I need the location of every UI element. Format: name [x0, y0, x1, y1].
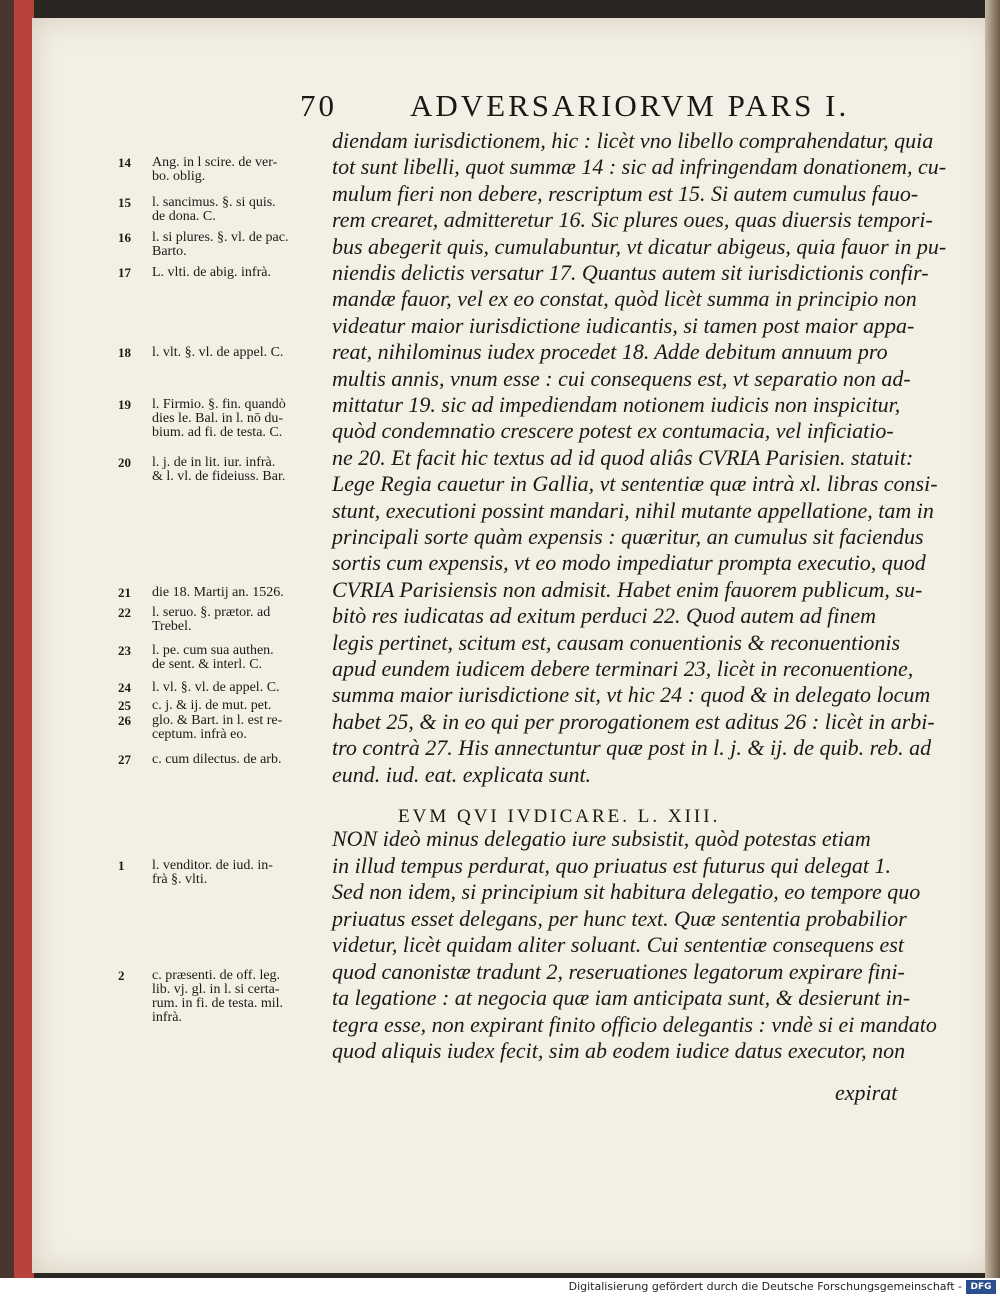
- red-page-edge: [14, 0, 34, 1278]
- running-header: [300, 88, 860, 128]
- marginal-note-line: de sent. & interl. C.: [152, 657, 263, 672]
- note-number: 1: [118, 858, 125, 873]
- running-title: ADVERSARIORVM PARS I.: [410, 88, 850, 123]
- text-line: bitò res iudicatas ad exitum perduci 22. Quod autem ad finem: [332, 603, 877, 629]
- marginal-note-line: lib. vj. gl. in l. si certa-: [152, 982, 280, 997]
- marginal-note-line: & l. vl. de fideiuss. Bar.: [152, 469, 286, 484]
- text-line: diendam iurisdictionem, hic : licèt vno libello comprahendatur, quia: [332, 128, 934, 153]
- text-line: rem crearet, admitteretur 16. Sic plures oues, quas diuersis tempori-: [332, 207, 933, 233]
- marginal-note-line: die 18. Martij an. 1526.: [152, 585, 284, 600]
- note-number: 27: [118, 752, 131, 767]
- marginal-note-line: l. seruo. §. prætor. ad: [152, 605, 271, 620]
- marginal-note-line: l. sancimus. §. si quis.: [152, 195, 276, 210]
- marginal-note-line: bo. oblig.: [152, 169, 206, 184]
- text-line: Sed non idem, si principium sit habitura delegatio, eo tempore quo: [332, 879, 921, 904]
- note-number: 14: [118, 155, 131, 170]
- marginal-note-line: infrà.: [152, 1010, 182, 1025]
- text-line: priuatus esset delegans, per hunc text. Quæ sententia probabilior: [332, 905, 907, 931]
- note-number: 23: [118, 643, 131, 658]
- text-line: quod aliquis iudex fecit, sim ab eodem iudice datus executor, non: [332, 1038, 906, 1063]
- text-line: NON ideò minus delegatio iure subsistit, quòd potestas etiam: [332, 826, 871, 851]
- dfg-logo: DFG: [966, 1280, 996, 1294]
- text-line: quòd condemnatio crescere potest ex contumacia, vel inficiatio-: [332, 418, 894, 444]
- footer-bar: [0, 1278, 1000, 1297]
- text-line: multis annis, vnum esse : cui consequens est, vt separatio non ad-: [332, 365, 911, 391]
- text-line: tegra esse, non expirant finito officio delegantis : vndè si ei mandato: [332, 1011, 937, 1037]
- marginal-note-line: c. j. & ij. de mut. pet.: [152, 698, 272, 713]
- text-line: reat, nihilominus iudex procedet 18. Adde debitum annuum pro: [332, 339, 888, 365]
- note-number: 19: [118, 397, 131, 412]
- text-line: sortis cum expensis, vt eo modo impediatur prompta executio, quod: [332, 550, 926, 576]
- text-line: legis pertinet, scitum est, causam conuentionis & reconuentionis: [332, 629, 901, 655]
- text-line: mulum fieri non debere, rescriptum est 15. Si autem cumulus fauo-: [332, 180, 919, 206]
- text-line: mittatur 19. sic ad impediendam notionem iudicis non inspicitur,: [332, 392, 901, 417]
- text-line: ne 20. Et facit hic textus ad id quod aliâs CVRIA Parisien. statuit:: [332, 444, 914, 470]
- note-number: 15: [118, 195, 131, 210]
- note-number: 24: [118, 680, 131, 695]
- marginal-note-line: bium. ad fi. de testa. C.: [152, 425, 283, 440]
- text-line: apud eundem iudicem debere terminari 23, licèt in reconuentione,: [332, 656, 914, 681]
- note-number: 18: [118, 345, 131, 360]
- note-number: 21: [118, 585, 131, 600]
- marginal-note-line: de dona. C.: [152, 209, 216, 224]
- text-line: tot sunt libelli, quot summæ 14 : sic ad infringendam donationem, cu-: [332, 154, 947, 180]
- text-line: in illud tempus perdurat, quo priuatus est futurus qui delegat 1.: [332, 852, 891, 878]
- text-line: Lege Regia cauetur in Gallia, vt sententiæ quæ intrà xl. libras consi-: [332, 471, 938, 497]
- note-number: 17: [118, 265, 131, 280]
- marginal-note-line: Ang. in l scire. de ver-: [152, 155, 278, 170]
- marginal-note-line: c. præsenti. de off. leg.: [152, 968, 281, 983]
- text-line: videatur maior iurisdictione iudicantis, si tamen post maior appa-: [332, 312, 915, 338]
- marginal-note-line: c. cum dilectus. de arb.: [152, 752, 282, 767]
- book-edge: [0, 0, 14, 1278]
- footer-text: Digitalisierung gefördert durch die Deutsche Forschungsgemeinschaft -: [568, 1280, 962, 1293]
- marginal-note-line: frà §. vlti.: [152, 872, 208, 887]
- note-number: 20: [118, 455, 131, 470]
- text-line: videtur, licèt quidam aliter soluant. Cui sententiæ consequens est: [332, 932, 904, 957]
- note-number: 2: [118, 968, 125, 983]
- marginal-note-line: L. vlti. de abig. infrà.: [152, 265, 271, 280]
- page-number: 70: [300, 88, 337, 123]
- marginal-note-line: rum. in fi. de testa. mil.: [152, 996, 284, 1011]
- text-line: niendis delictis versatur 17. Quantus autem sit iurisdictionis confir-: [332, 260, 929, 285]
- marginal-note-line: l. j. de in lit. iur. infrà.: [152, 455, 276, 470]
- text-line: mandæ fauor, vel ex eo constat, quòd licèt summa in principio non: [332, 286, 917, 312]
- note-number: 22: [118, 605, 131, 620]
- text-line: eund. iud. eat. explicata sunt.: [332, 761, 592, 787]
- note-number: 25: [118, 698, 131, 713]
- note-number: 16: [118, 230, 131, 245]
- note-number: 26: [118, 713, 131, 728]
- text-line: bus abegerit quis, cumulabuntur, vt dicatur abigeus, quia fauor in pu-: [332, 233, 947, 259]
- text-line: summa maior iurisdictione sit, vt hic 24 : quod & in delegato locum: [332, 682, 931, 708]
- marginal-note-line: l. vl. §. vl. de appel. C.: [152, 680, 280, 695]
- marginal-note-line: l. pe. cum sua authen.: [152, 643, 274, 658]
- marginal-note-line: l. si plures. §. vl. de pac.: [152, 230, 289, 245]
- marginal-note-line: l. vlt. §. vl. de appel. C.: [152, 345, 284, 360]
- text-line: principali sorte quàm expensis : quæritur, an cumulus sit faciendus: [332, 524, 924, 549]
- text-line: habet 25, & in eo qui per prorogationem est aditus 26 : licèt in arbi-: [332, 708, 935, 734]
- catchword: expirat: [835, 1080, 898, 1105]
- marginal-note-line: Barto.: [152, 244, 187, 259]
- marginal-note-line: ceptum. infrà eo.: [152, 727, 247, 742]
- marginal-note-line: l. Firmio. §. fin. quandò: [152, 397, 286, 412]
- marginal-note-line: dies le. Bal. in l. nō du-: [152, 411, 284, 426]
- text-line: stunt, executioni possint mandari, nihil mutante appellatione, tam in: [332, 497, 934, 523]
- text-line: tro contrà 27. His annectuntur quæ post in l. j. & ij. de quib. reb. ad: [332, 735, 932, 761]
- book-spine: [985, 0, 1000, 1278]
- text-line: quod canonistæ tradunt 2, reseruationes legatorum expirare fini-: [332, 958, 905, 984]
- marginal-note-line: glo. & Bart. in l. est re-: [152, 713, 283, 728]
- marginal-note-line: l. venditor. de iud. in-: [152, 858, 273, 873]
- text-line: ta legatione : at negocia quæ iam anticipata sunt, & desierunt in-: [332, 985, 911, 1010]
- section-heading: EVM QVI IVDICARE. L. XIII.: [398, 806, 721, 827]
- text-line: CVRIA Parisiensis non admisit. Habet enim fauorem publicum, su-: [332, 576, 923, 602]
- marginal-note-line: Trebel.: [152, 619, 192, 634]
